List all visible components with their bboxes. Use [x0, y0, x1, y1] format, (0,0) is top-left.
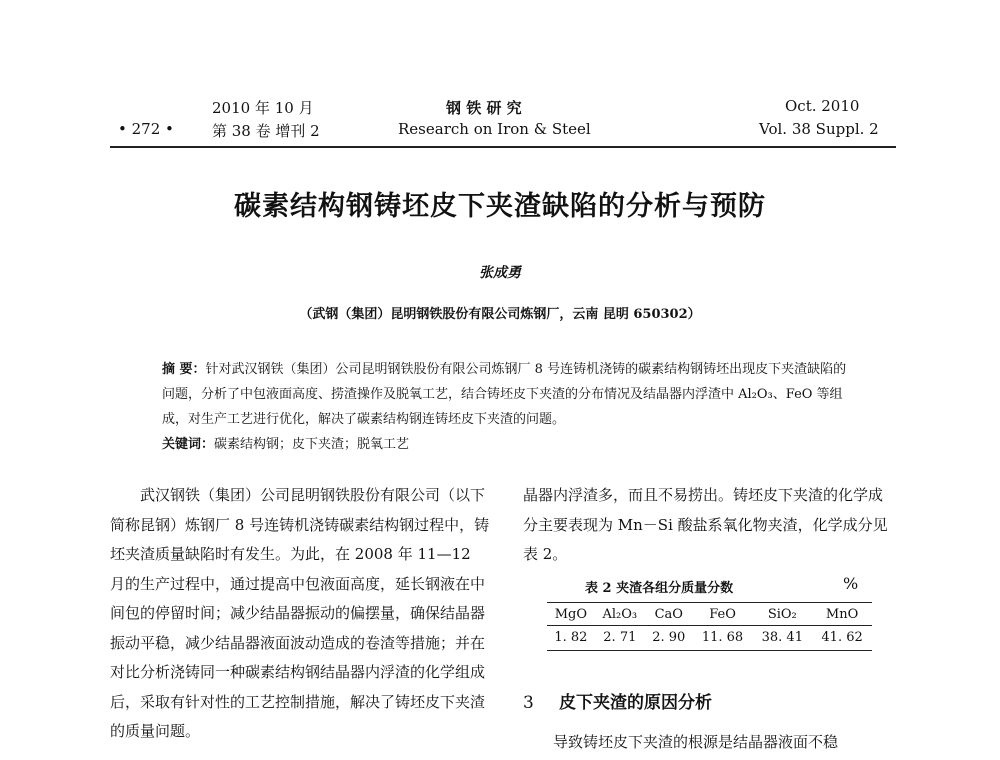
table-header-cell: Al₂O₃	[595, 603, 645, 626]
section-heading	[523, 688, 712, 713]
table-header-cell: SiO₂	[752, 603, 812, 626]
table-header-cell: FeO	[693, 603, 753, 626]
table-row	[547, 626, 872, 651]
table-cell: 41. 62	[812, 626, 872, 651]
journal-name-en: Research on Iron & Steel	[398, 120, 591, 138]
keywords-label: 关键词：	[162, 437, 215, 452]
section-title: 皮下夹渣的原因分析	[559, 693, 712, 713]
table-header-cell: MgO	[547, 603, 595, 626]
right-paragraph-1: 晶器内浮渣多，而且不易捞出。铸坯皮下夹渣的化学成分主要表现为 Mn－Si 酸盐系氧化物夹渣，化学成分见表 2。	[523, 486, 888, 563]
table-cell: 1. 82	[547, 626, 595, 651]
table-cell: 38. 41	[752, 626, 812, 651]
date-en: Oct. 2010	[785, 97, 860, 115]
table-unit: %	[843, 574, 859, 593]
section-number: 3	[523, 693, 534, 713]
body-right-column-lower	[523, 728, 897, 758]
abstract	[162, 357, 852, 457]
intro-paragraph: 武汉钢铁（集团）公司昆明钢铁股份有限公司（以下简称昆钢）炼钢厂 8 号连铸机浇铸碳素结构钢过程中，铸坯夹渣质量缺陷时有发生。为此，在 2008 年 11—12 月的生产过程中，通过提高中包液面高度，延长钢液在中间包的停留时间；减少结晶器振动的偏摆量，确保结晶器振动平稳，减少结晶器液面波动造成的卷渣等措施；并在对比分析浇铸同一种碳素结构钢结晶器内浮渣的化学组成后，采取有针对性的工艺控制措施，解决了铸坯皮下夹渣的质量问题。	[110, 486, 490, 740]
author: 张成勇	[479, 265, 521, 281]
paper-title: 碳素结构钢铸坯皮下夹渣缺陷的分析与预防	[234, 191, 766, 222]
affiliation: （武钢（集团）昆明钢铁股份有限公司炼钢厂，云南 昆明 650302）	[299, 307, 701, 322]
table-header-row	[547, 603, 872, 626]
table-caption: 表 2 夹渣各组分质量分数	[585, 581, 734, 596]
header-rule	[110, 146, 896, 148]
table-cell: 2. 71	[595, 626, 645, 651]
abstract-label: 摘 要：	[162, 362, 206, 377]
date-cn: 2010 年 10 月	[212, 99, 314, 117]
table-cell: 2. 90	[645, 626, 693, 651]
body-left-column	[110, 481, 490, 747]
table-header-cell: CaO	[645, 603, 693, 626]
table-cell: 11. 68	[693, 626, 753, 651]
body-right-column	[523, 481, 897, 570]
table-header-cell: MnO	[812, 603, 872, 626]
volume-en: Vol. 38 Suppl. 2	[759, 120, 879, 138]
slag-composition-table	[547, 602, 872, 651]
journal-name-cn: 钢 铁 研 究	[446, 99, 522, 117]
abstract-text: 针对武汉钢铁（集团）公司昆明钢铁股份有限公司炼钢厂 8 号连铸机浇铸的碳素结构钢铸坯出现皮下夹渣缺陷的问题，分析了中包液面高度、捞渣操作及脱氧工艺，结合铸坯皮下夹渣的分布情况及结晶器内浮渣中 Al₂O₃、FeO 等组成，对生产工艺进行优化，解决了碳素结构钢连铸坯皮下夹渣的问题。	[162, 362, 847, 427]
volume-cn: 第 38 卷 增刊 2	[212, 122, 320, 140]
page-number: • 272 •	[118, 120, 174, 138]
right-paragraph-2: 导致铸坯皮下夹渣的根源是结晶器液面不稳	[553, 733, 839, 751]
keywords-text: 碳素结构钢；皮下夹渣；脱氧工艺	[214, 437, 410, 452]
